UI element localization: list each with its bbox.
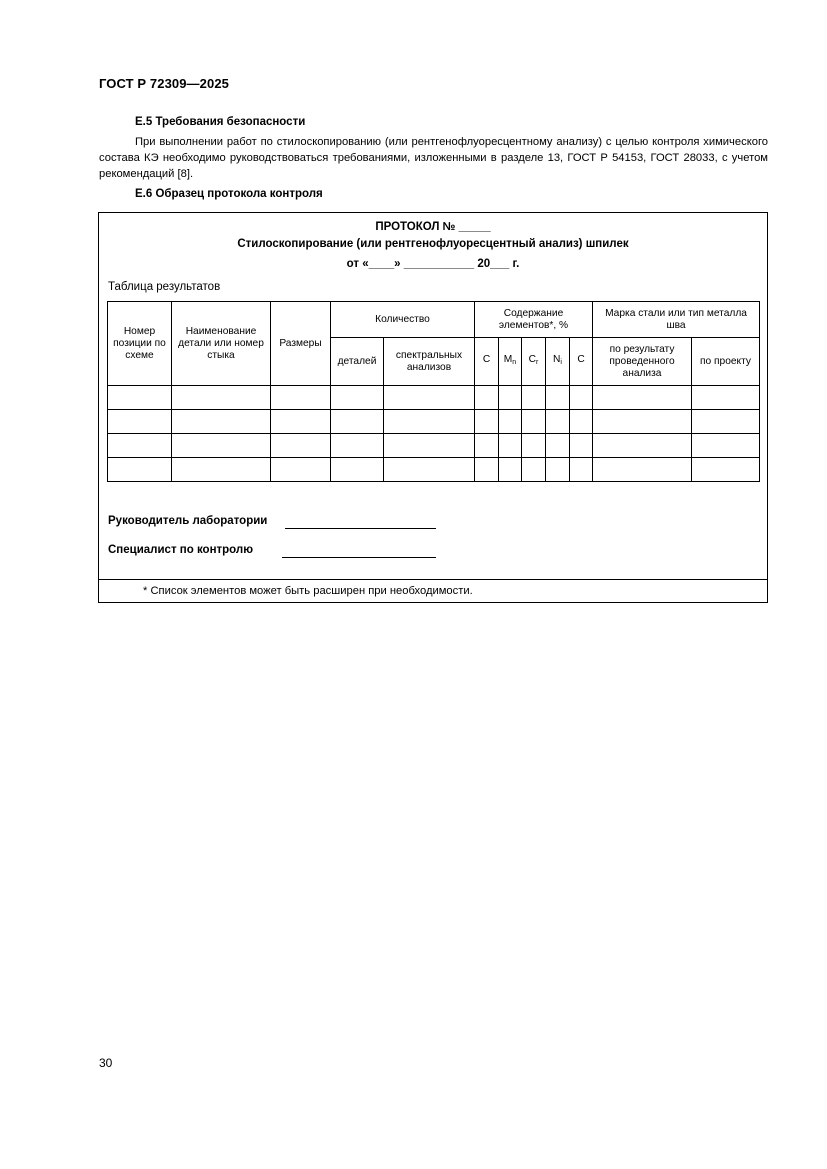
table-cell <box>475 434 499 458</box>
table-cell <box>108 434 172 458</box>
header-element-4: C <box>570 338 593 386</box>
table-cell <box>570 434 593 458</box>
table-cell <box>692 434 760 458</box>
header-quantity-parts: деталей <box>331 338 384 386</box>
table-cell <box>331 458 384 482</box>
header-element-3: $N_i$ <box>546 338 570 386</box>
table-cell <box>522 410 546 434</box>
header-quantity-analyses: спектральных анализов <box>384 338 475 386</box>
header-steel-grade: Марка стали или тип металла шва <box>593 302 760 338</box>
table-cell <box>692 386 760 410</box>
table-cell <box>271 386 331 410</box>
table-caption: Таблица результатов <box>108 281 221 293</box>
table-cell <box>546 386 570 410</box>
table-cell <box>522 386 546 410</box>
table-cell <box>522 434 546 458</box>
signature-specialist-label: Специалист по контролю <box>108 544 254 556</box>
table-row <box>108 410 760 434</box>
table-row <box>108 386 760 410</box>
table-cell <box>108 410 172 434</box>
header-position-number: Номер позиции по схеме <box>108 302 172 386</box>
footnote: * Список элементов может быть расширен при необходимости. <box>143 585 473 597</box>
table-cell <box>172 458 271 482</box>
table-cell <box>593 434 692 458</box>
table-cell <box>108 458 172 482</box>
header-grade-by-analysis: по результату проведенного анализа <box>593 338 692 386</box>
table-cell <box>331 434 384 458</box>
header-element-content: Содержание элементов*, % <box>475 302 593 338</box>
table-cell <box>546 410 570 434</box>
protocol-date-line: от «____» ___________ 20___ г. <box>346 258 520 270</box>
footnote-divider <box>99 579 767 580</box>
protocol-subtitle: Стилоскопирование (или рентгенофлуоресцентный анализ) шпилек <box>237 238 629 250</box>
table-cell <box>271 434 331 458</box>
page-number: 30 <box>99 1056 113 1070</box>
header-sizes: Размеры <box>271 302 331 386</box>
header-part-name: Наименование детали или номер стыка <box>172 302 271 386</box>
table-cell <box>570 386 593 410</box>
table-cell <box>271 458 331 482</box>
table-cell <box>692 458 760 482</box>
header-element-1: $M_n$ <box>499 338 522 386</box>
table-cell <box>172 410 271 434</box>
document-code: ГОСТ Р 72309—2025 <box>99 76 229 91</box>
table-cell <box>570 410 593 434</box>
table-cell <box>271 410 331 434</box>
table-cell <box>522 458 546 482</box>
table-cell <box>384 386 475 410</box>
protocol-form <box>98 212 768 603</box>
protocol-title: ПРОТОКОЛ № _____ <box>375 221 491 233</box>
section-e5-title: Е.5 Требования безопасности <box>135 116 306 128</box>
table-cell <box>384 458 475 482</box>
header-grade-by-project: по проекту <box>692 338 760 386</box>
results-table <box>107 301 760 482</box>
table-cell <box>499 386 522 410</box>
table-cell <box>172 386 271 410</box>
header-element-2: $C_r$ <box>522 338 546 386</box>
table-cell <box>499 458 522 482</box>
header-element-0: C <box>475 338 499 386</box>
table-cell <box>475 410 499 434</box>
table-cell <box>546 458 570 482</box>
table-cell <box>475 458 499 482</box>
section-e5-text: При выполнении работ по стилоскопированию (или рентгенофлуоресцентному анализу) с целью контроля химического состава КЭ необходимо руководствоваться требованиями, изложенными в разделе 13, ГОСТ Р 54153, ГОСТ 28033, с учетом рекомендаций [8]. <box>99 136 768 180</box>
table-cell <box>331 386 384 410</box>
table-cell <box>593 458 692 482</box>
table-cell <box>384 410 475 434</box>
table-row <box>108 458 760 482</box>
table-cell <box>108 386 172 410</box>
table-cell <box>546 434 570 458</box>
table-row <box>108 434 760 458</box>
table-cell <box>570 458 593 482</box>
signature-lab-head-line <box>285 528 436 529</box>
table-cell <box>593 386 692 410</box>
section-e6-title: Е.6 Образец протокола контроля <box>135 188 323 200</box>
table-cell <box>384 434 475 458</box>
table-cell <box>593 410 692 434</box>
table-cell <box>499 410 522 434</box>
table-cell <box>172 434 271 458</box>
table-cell <box>475 386 499 410</box>
header-quantity: Количество <box>331 302 475 338</box>
signature-lab-head-label: Руководитель лаборатории <box>108 515 268 527</box>
signature-specialist-line <box>282 557 436 558</box>
table-cell <box>692 410 760 434</box>
table-cell <box>331 410 384 434</box>
table-cell <box>499 434 522 458</box>
